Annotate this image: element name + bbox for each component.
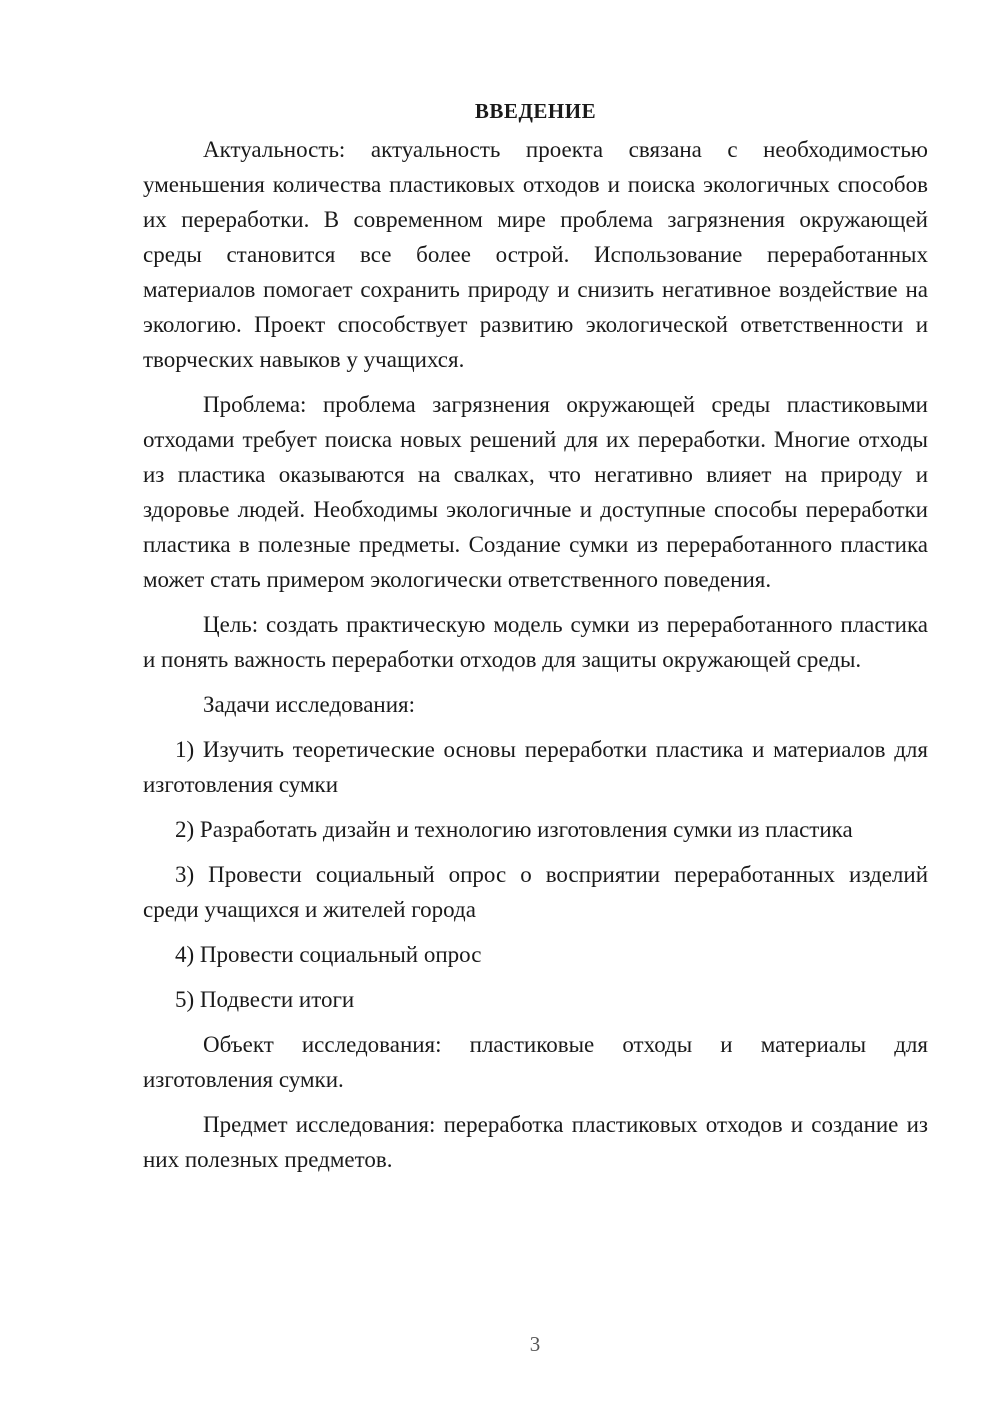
paragraph-goal: Цель: создать практическую модель сумки из переработанного пластика и понять важность переработки отходов для защиты окружающей среды. [143,612,928,672]
list-item: 1) Изучить теоретические основы переработки пластика и материалов для изготовления сумки [143,737,928,797]
tasks-heading: Задачи исследования: [203,692,416,717]
page-number: 3 [529,1332,541,1356]
page-title: ВВЕДЕНИЕ [474,99,597,123]
page-content [143,96,928,1187]
paragraph-subject: Предмет исследования: переработка пластиковых отходов и создание из них полезных предметов. [143,1112,928,1172]
paragraph-problem: Проблема: проблема загрязнения окружающей среды пластиковыми отходами требует поиска новых решений для их переработки. Многие отходы из пластика оказываются на свалках, что негативно влияет на природу и здоровье людей. Необходимы экологичные и доступные способы переработки пластика в полезные предметы. Создание сумки из переработанного пластика может стать примером экологически ответственного поведения. [143,392,928,592]
list-item: 4) Провести социальный опрос [175,942,482,967]
list-item: 2) Разработать дизайн и технологию изготовления сумки из пластика [175,817,853,842]
tasks-list [143,732,928,1017]
list-item: 5) Подвести итоги [175,987,355,1012]
paragraph-object: Объект исследования: пластиковые отходы и материалы для изготовления сумки. [143,1032,928,1092]
paragraph-relevance: Актуальность: актуальность проекта связана с необходимостью уменьшения количества пластиковых отходов и поиска экологичных способов их переработки. В современном мире проблема загрязнения окружающей среды становится все более острой. Использование переработанных материалов помогает сохранить природу и снизить негативное воздействие на экологию. Проект способствует развитию экологической ответственности и творческих навыков у учащихся. [143,137,928,372]
list-item: 3) Провести социальный опрос о восприятии переработанных изделий среди учащихся и жителей города [143,862,928,922]
